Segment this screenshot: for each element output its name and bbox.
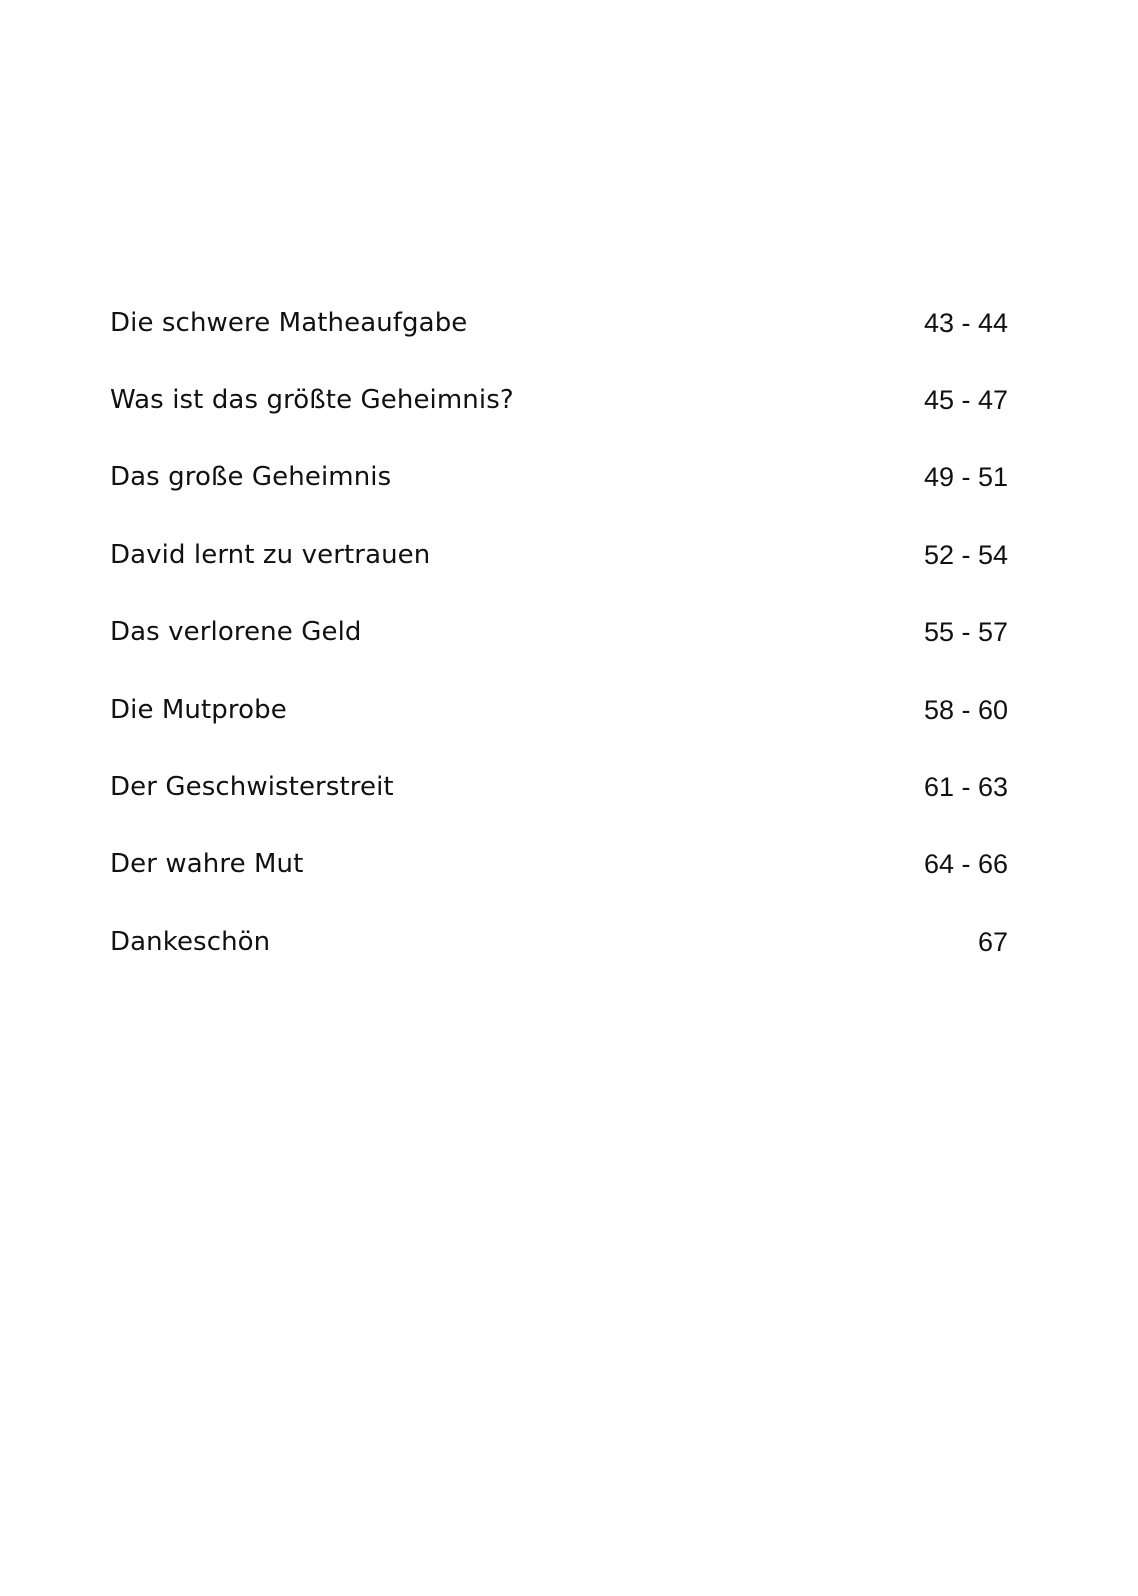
toc-entry-pages: 61 - 63	[923, 772, 1008, 803]
toc-entry-title: Der wahre Mut	[110, 849, 304, 880]
toc-entry	[110, 534, 1008, 611]
toc-entry-title: Das verlorene Geld	[110, 617, 362, 648]
toc-entry-title: David lernt zu vertrauen	[110, 539, 431, 570]
toc-entry-pages: 64 - 66	[923, 849, 1008, 880]
toc-entry-pages: 67	[977, 926, 1008, 957]
toc-entry-title: Das große Geheimnis	[110, 462, 392, 493]
toc-entry-pages: 43 - 44	[923, 307, 1008, 338]
toc-entry	[110, 612, 1008, 689]
toc-entry	[110, 379, 1008, 456]
toc-entry-title: Die Mutprobe	[110, 694, 287, 725]
toc-entry-pages: 45 - 47	[923, 385, 1008, 416]
table-of-contents	[110, 302, 1008, 999]
toc-entry-pages: 49 - 51	[923, 462, 1008, 493]
toc-entry	[110, 689, 1008, 766]
toc-entry-title: Was ist das größte Geheimnis?	[110, 385, 514, 416]
toc-entry-pages: 52 - 54	[923, 539, 1008, 570]
toc-entry	[110, 766, 1008, 843]
toc-entry-title: Der Geschwisterstreit	[110, 772, 394, 803]
toc-entry-pages: 55 - 57	[923, 617, 1008, 648]
toc-entry	[110, 921, 1008, 998]
toc-entry	[110, 844, 1008, 921]
toc-entry	[110, 302, 1008, 379]
toc-entry	[110, 457, 1008, 534]
toc-entry-pages: 58 - 60	[923, 694, 1008, 725]
toc-entry-title: Die schwere Matheaufgabe	[110, 307, 468, 338]
toc-entry-title: Dankeschön	[110, 926, 271, 957]
